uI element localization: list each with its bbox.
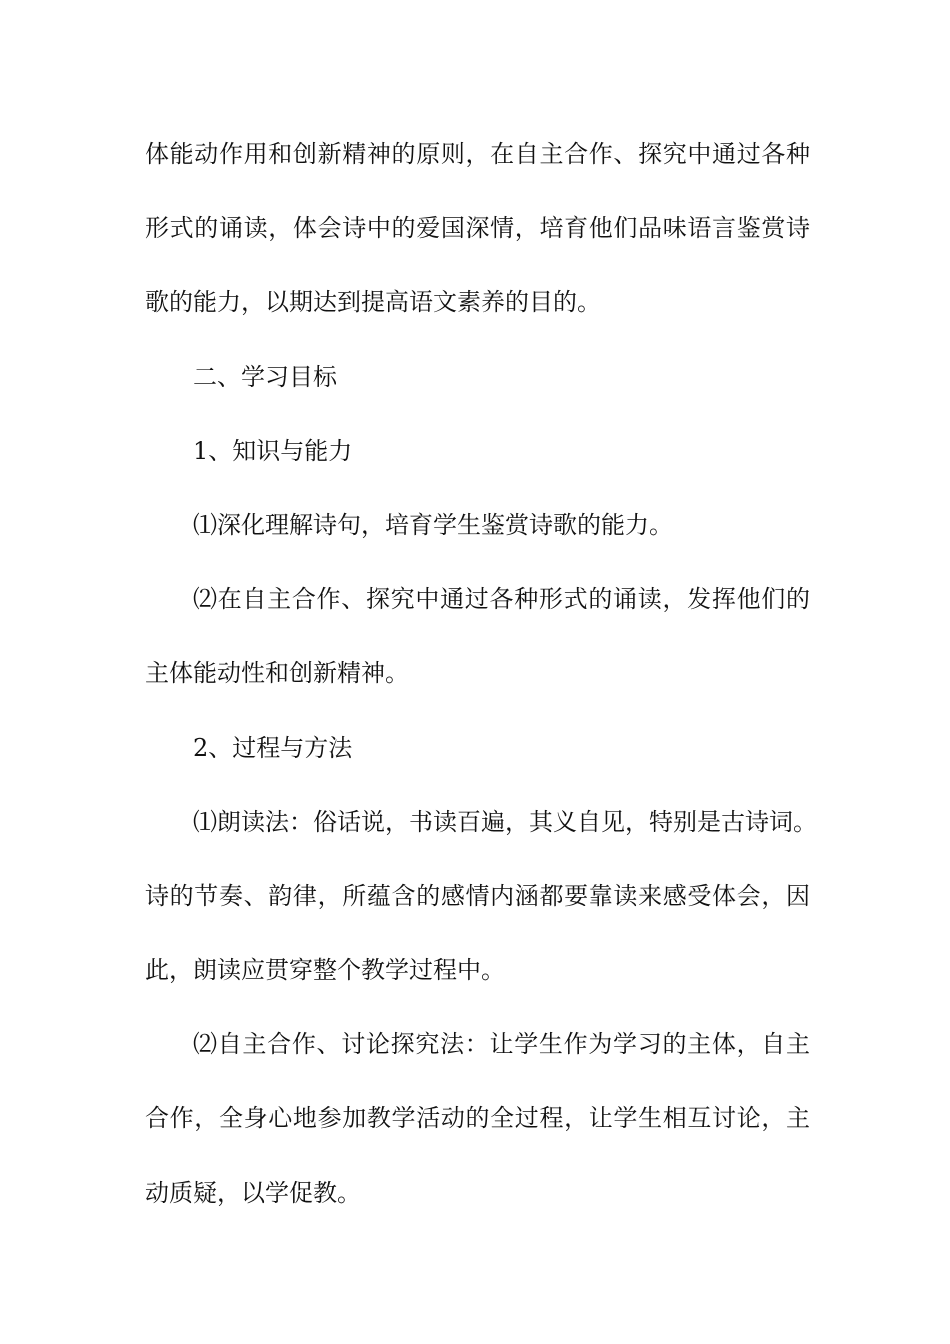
paragraph-line: ⑴朗读法：俗话说，书读百遍，其义自见，特别是古诗词。 (193, 807, 817, 836)
section-heading: 二、学习目标 (193, 362, 337, 391)
paragraph-line: 此，朗读应贯穿整个教学过程中。 (145, 956, 505, 985)
paragraph-line: 动质疑，以学促教。 (145, 1178, 361, 1207)
paragraph-line: 体能动作用和创新精神的原则，在自主合作、探究中通过各种 (145, 140, 810, 168)
subsection-heading: 2、过程与方法 (193, 733, 353, 762)
paragraph-line: 形式的诵读，体会诗中的爱国深情，培育他们品味语言鉴赏诗 (145, 214, 810, 243)
paragraph-line: 合作，全身心地参加教学活动的全过程，让学生相互讨论，主 (145, 1104, 810, 1133)
paragraph-line: ⑴深化理解诗句，培育学生鉴赏诗歌的能力。 (193, 510, 673, 539)
paragraph-line: 诗的节奏、韵律，所蕴含的感情内涵都要靠读来感受体会，因 (145, 881, 810, 910)
paragraph-line: 主体能动性和创新精神。 (145, 659, 409, 688)
paragraph-line: ⑵自主合作、讨论探究法：让学生作为学习的主体，自主 (193, 1030, 810, 1059)
paragraph-line: 歌的能力，以期达到提高语文素养的目的。 (145, 288, 601, 317)
paragraph-line: ⑵在自主合作、探究中通过各种形式的诵读，发挥他们的 (193, 585, 810, 614)
document-body (145, 130, 817, 1243)
subsection-heading: 1、知识与能力 (193, 436, 353, 465)
